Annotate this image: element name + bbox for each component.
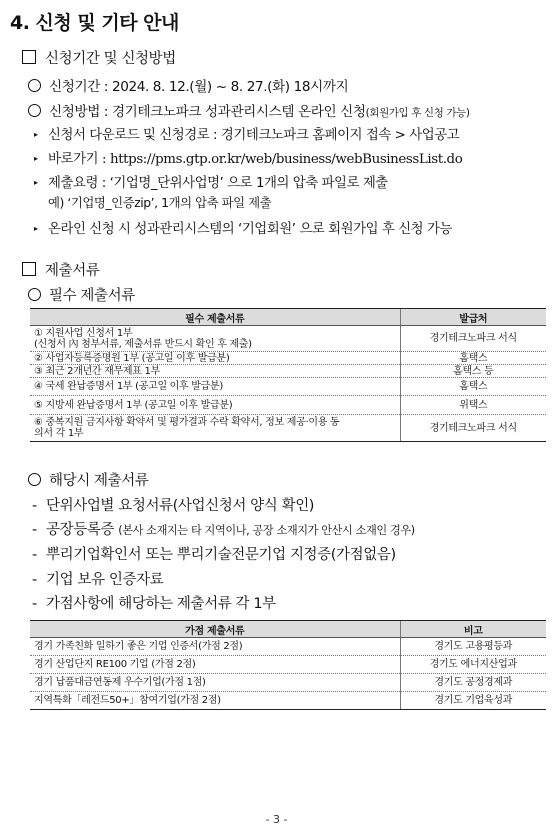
- optional-documents-title: 해당시 제출서류: [28, 469, 148, 490]
- required-documents-title: 필수 제출서류: [28, 284, 135, 305]
- dash-item: - 기업 보유 인증자료: [32, 572, 164, 588]
- table-cell-doc: 지역특화「레전드50+」참여기업(가점 2점): [30, 692, 400, 710]
- cell-text: ⑥ 중복지원 금지사항 확약서 및 평가결과 수락 확약서, 정보 제공·이용 동: [34, 417, 340, 428]
- dash-item: - 단위사업별 요청서류(사업신청서 양식 확인): [32, 498, 315, 514]
- cell-text: 의서 각 1부: [34, 428, 84, 439]
- page-number: - 3 -: [265, 813, 288, 826]
- table-header-row: [30, 309, 546, 326]
- triangle-bullet-icon: ▸: [34, 130, 38, 139]
- table-cell-note: 경기도 공정경제과: [400, 674, 546, 692]
- table-cell-doc: 경기 납품대금연동제 우수기업(가점 1점): [30, 674, 400, 692]
- bullet-shortcut-link: [34, 148, 462, 167]
- table-row: [30, 352, 546, 365]
- table-row: [30, 674, 546, 692]
- bullet-online-signup: ▸ 온라인 신청 시 성과관리시스템의 ‘기업회원’ 으로 회원가입 후 신청 가능: [34, 222, 452, 237]
- table-header: 필수 제출서류: [30, 309, 400, 326]
- square-bullet-icon: [22, 50, 36, 64]
- table-cell-doc: [30, 415, 400, 442]
- table-header: 가점 제출서류: [30, 621, 400, 638]
- table-cell-note: 경기도 기업육성과: [400, 692, 546, 710]
- apply-period: 신청기간 : 2024. 8. 12.(월) ~ 8. 27.(화) 18시까지: [28, 75, 348, 95]
- circle-bullet-icon: [28, 473, 41, 486]
- dash-item: - 뿌리기업확인서 또는 뿌리기술전문기업 지정증(가점없음): [32, 547, 396, 563]
- table-cell-doc: 경기 산업단지 RE100 기업 (가점 2점): [30, 656, 400, 674]
- table-row: [30, 396, 546, 415]
- circle-bullet-icon: [28, 79, 41, 92]
- table-row: [30, 365, 546, 378]
- table-row: [30, 656, 546, 674]
- table-row: [30, 692, 546, 710]
- table-cell-issuer: 경기테크노파크 서식: [400, 326, 546, 352]
- table-cell-doc: 경기 가족친화 일하기 좋은 기업 인증서(가점 2점): [30, 638, 400, 656]
- dash-marker: -: [32, 596, 37, 612]
- table-cell-doc: ② 사업자등록증명원 1부 (공고일 이후 발급분): [30, 352, 400, 365]
- apply-method: 신청방법 : 경기테크노파크 성과관리시스템 온라인 신청(회원가입 후 신청 가능): [28, 100, 470, 120]
- table-header-row: [30, 621, 546, 638]
- bonus-documents-table: [30, 620, 546, 710]
- circle-bullet-icon: [28, 288, 41, 301]
- shortcut-url-link[interactable]: 바로가기 : https://pms.gtp.or.kr/web/business/webBusinessList.do: [48, 152, 463, 167]
- table-cell-doc: ④ 국세 완납증명서 1부 (공고일 이후 발급분): [30, 378, 400, 396]
- table-header: 발급처: [400, 309, 546, 326]
- table-header: 비고: [400, 621, 546, 638]
- cell-text: ① 지원사업 신청서 1부: [34, 327, 133, 339]
- table-cell-issuer: 홈택스: [400, 378, 546, 396]
- section-heading: 4. 신청 및 기타 안내: [10, 12, 179, 34]
- dash-marker: -: [32, 498, 37, 514]
- dash-marker: -: [32, 547, 37, 563]
- bullet-submission-guide: ▸ 제출요령 : ‘기업명_단위사업명’ 으로 1개의 압축 파일로 제출: [34, 176, 388, 191]
- section-title: 제출서류: [45, 263, 100, 279]
- table-cell-issuer: 홈택스 등: [400, 365, 546, 378]
- triangle-bullet-icon: ▸: [34, 224, 38, 233]
- dash-item: - 공장등록증 (본사 소재지는 타 지역이나, 공장 소재지가 안산시 소재인 경우): [32, 522, 415, 538]
- table-row: [30, 638, 546, 656]
- section-documents: [22, 259, 99, 280]
- square-bullet-icon: [22, 262, 36, 276]
- section-apply-period-method: [22, 47, 176, 68]
- dash-item: - 가점사항에 해당하는 제출서류 각 1부: [32, 596, 276, 612]
- table-row: [30, 415, 546, 442]
- table-cell-issuer: 위택스: [400, 396, 546, 415]
- dash-marker: -: [32, 522, 37, 538]
- dash-marker: -: [32, 572, 37, 588]
- table-cell-doc: [30, 326, 400, 352]
- triangle-bullet-icon: ▸: [34, 154, 38, 163]
- bullet-download-path: ▸ 신청서 다운로드 및 신청경로 : 경기테크노파크 홈페이지 접속 > 사업공고: [34, 128, 460, 143]
- table-cell-doc: ⑤ 지방세 완납증명서 1부 (공고일 이후 발급분): [30, 396, 400, 415]
- table-cell-note: 경기도 고용평등과: [400, 638, 546, 656]
- table-cell-issuer: 홈택스: [400, 352, 546, 365]
- table-cell-issuer: 경기테크노파크 서식: [400, 415, 546, 442]
- table-cell-note: 경기도 에너지산업과: [400, 656, 546, 674]
- table-row: [30, 378, 546, 396]
- triangle-bullet-icon: ▸: [34, 178, 38, 187]
- table-row: [30, 326, 546, 352]
- submission-example: 예) ‘기업명_인증zip’, 1개의 압축 파일 제출: [48, 195, 272, 210]
- table-cell-doc: ③ 최근 2개년간 재무제표 1부: [30, 365, 400, 378]
- section-title: 신청기간 및 신청방법: [45, 51, 176, 67]
- circle-bullet-icon: [28, 104, 41, 117]
- cell-text: (신청서 內 첨부서류, 제출서류 반드시 확인 후 제출): [34, 338, 252, 350]
- required-documents-table: [30, 308, 546, 442]
